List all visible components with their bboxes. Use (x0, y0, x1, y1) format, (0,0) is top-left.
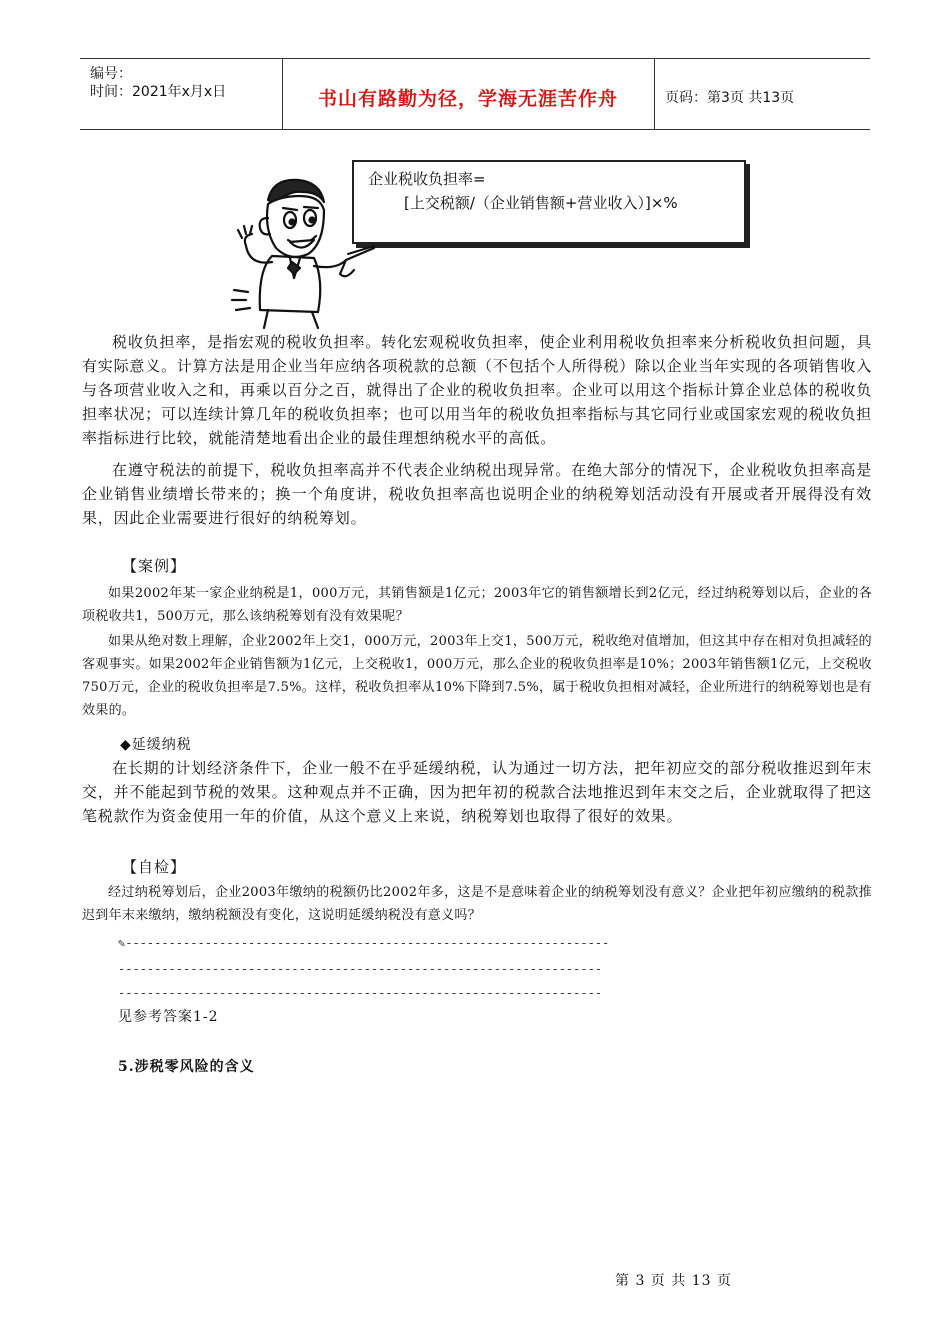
document-header (80, 58, 870, 130)
header-motto-cell (282, 59, 655, 129)
header-page-cell (655, 59, 870, 129)
deferred-tax-heading: ◆延缓纳税 (120, 737, 192, 753)
paragraph-tax-burden-rate: 税收负担率，是指宏观的税收负担率。转化宏观税收负担率，使企业利用税收负担率来分析税收负担问题，具有实际意义。计算方法是用企业当年应纳各项税款的总额（不包括个人所得税）除以企业当年实现的各项销售收入与各项营业收入之和，再乘以百分之百，就得出了企业的税收负担率。企业可以用这个指标计算企业总体的税收负担率状况；可以连续计算几年的税收负担率；也可以用当年的税收负担率指标与其它同行业或国家宏观的税收负担率指标进行比较，就能清楚地看出企业的最佳理想纳税水平的高低。 (82, 333, 873, 447)
deferred-tax-paragraph: 在长期的计划经济条件下，企业一般不在乎延缓纳税，认为通过一切方法，把年初应交的部分税收推迟到年末交，并不能起到节税的效果。这种观点并不正确，因为把年初的税款合法地推迟到年末交之后，企业就取得了把这笔税款作为资金使用一年的价值，从这个意义上来说，纳税筹划也取得了很好的效果。 (82, 759, 873, 825)
self-check-heading: 【自检】 (122, 858, 187, 876)
answer-reference: 见参考答案1-2 (118, 1009, 219, 1025)
number-label: 编号： (90, 66, 132, 82)
motto: 书山有路勤为径，学海无涯苦作舟 (317, 88, 618, 110)
formula-line-1: 企业税收负担率= (368, 170, 486, 188)
answer-line-1: ✎------------------------------------------------------------------- (118, 936, 610, 950)
case-paragraph-1: 如果2002年某一家企业纳税是1，000万元，其销售额是1亿元；2003年它的销售额增长到2亿元，经过纳税筹划以后，企业的各项税收共1，500万元，那么该纳税筹划有没有效果呢？ (82, 586, 872, 624)
self-check-paragraph: 经过纳税筹划后，企业2003年缴纳的税额仍比2002年多，这是不是意味着企业的纳税筹划没有意义？企业把年初应缴纳的税款推迟到年末来缴纳，缴纳税额没有变化，这说明延缓纳税没有意义吗？ (82, 885, 872, 923)
answer-line-2: ------------------------------------------------------------------- (118, 962, 603, 976)
page-label: 页码：第3页 共13页 (665, 90, 795, 106)
case-heading: 【案例】 (122, 557, 187, 575)
section-5-heading: 5.涉税零风险的含义 (118, 1059, 255, 1075)
page-footer: 第 3 页 共 13 页 (615, 1273, 732, 1289)
date-label: 时间：2021年x月x日 (90, 84, 227, 100)
formula-line-2: [上交税额/（企业销售额+营业收入）]×% (404, 194, 678, 212)
cartoon-pointing-man-icon (228, 170, 378, 330)
formula-callout (352, 160, 746, 244)
paragraph-high-burden: 在遵守税法的前提下，税收负担率高并不代表企业纳税出现异常。在绝大部分的情况下，企业税收负担率高是企业销售业绩增长带来的；换一个角度讲，税收负担率高也说明企业的纳税筹划活动没有开展或者开展得没有效果，因此企业需要进行很好的纳税筹划。 (82, 461, 872, 527)
case-paragraph-2: 如果从绝对数上理解，企业2002年上交1，000万元，2003年上交1，500万元，税收绝对值增加，但这其中存在相对负担减轻的客观事实。如果2002年企业销售额为1亿元，上交税收1，000万元，那么企业的税收负担率是10%；2003年销售额1亿元，上交税收750万元，企业的税收负担率是7.5%。这样，税收负担率从10%下降到7.5%，属于税收负担相对减轻，企业所进行的纳税筹划也是有效果的。 (82, 634, 872, 718)
answer-line-3: ------------------------------------------------------------------- (118, 986, 603, 1000)
header-meta-cell (80, 59, 283, 129)
